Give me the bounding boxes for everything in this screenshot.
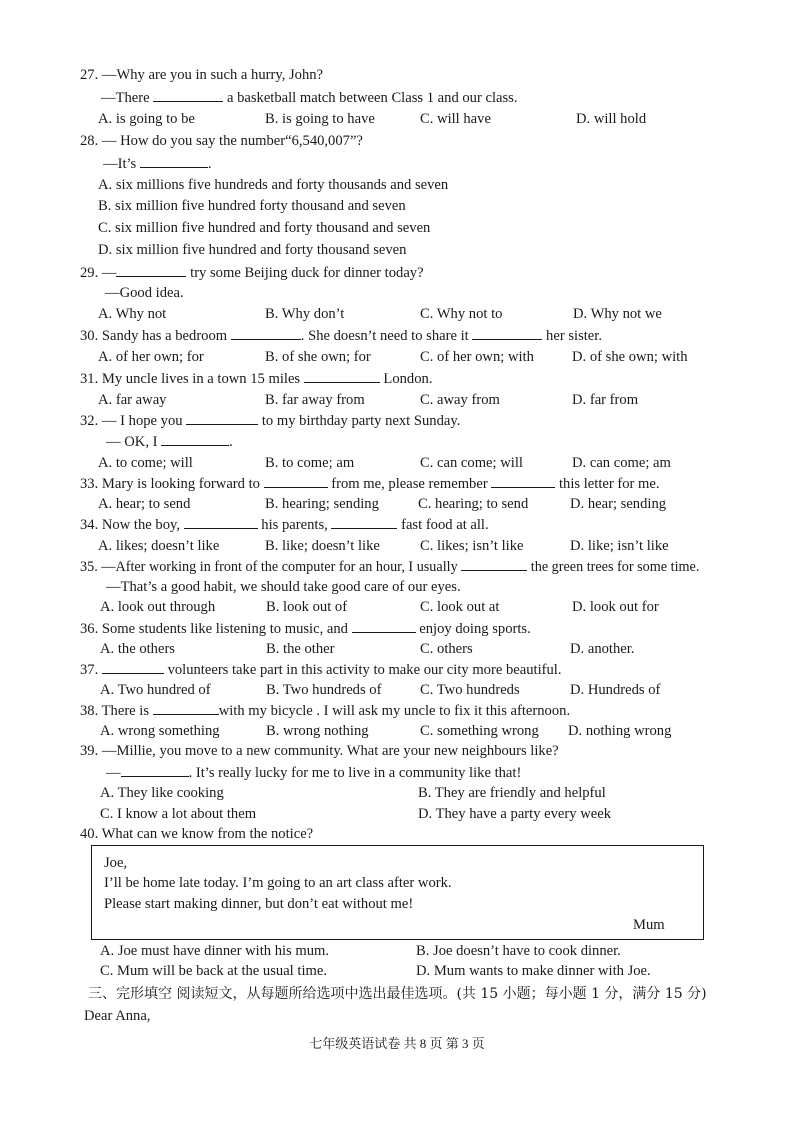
answer-blank [461, 557, 527, 571]
q38-option-b: B. wrong nothing [266, 723, 369, 739]
q33-option-a: A. hear; to send [98, 496, 191, 512]
q37-stem-end: volunteers take part in this activity to make our city more beautiful. [167, 662, 562, 678]
answer-blank [116, 263, 186, 277]
q31-stem [80, 369, 432, 388]
q28-option-a: A. six millions five hundreds and forty thousands and seven [98, 177, 449, 193]
q36-stem-end: enjoy doing sports. [419, 621, 531, 637]
q33-option-b: B. hearing; sending [265, 496, 379, 512]
q39-reply-start: — [106, 765, 121, 781]
q38-option-a: A. wrong something [100, 723, 220, 739]
q35-reply: —That’s a good habit, we should take good care of our eyes. [106, 579, 461, 595]
q32-stem-end: to my birthday party next Sunday. [261, 413, 461, 429]
q32-option-c: C. can come; will [420, 455, 523, 471]
q27-dialog-end: a basketball match between Class 1 and our class. [226, 90, 518, 106]
q31-option-c: C. away from [420, 392, 500, 408]
answer-blank [161, 432, 229, 446]
q35-option-a: A. look out through [100, 599, 216, 615]
q30-option-c: C. of her own; with [420, 349, 534, 365]
q34-stem-start: 34. Now the boy, [80, 517, 180, 533]
q36-stem [80, 619, 531, 638]
answer-blank [153, 88, 223, 102]
q35-stem-end: the green trees for some time. [530, 559, 700, 575]
q29-stem-end: try some Beijing duck for dinner today? [190, 265, 424, 281]
q31-option-b: B. far away from [265, 392, 365, 408]
q39-option-c: C. I know a lot about them [100, 806, 257, 822]
answer-blank [140, 154, 208, 168]
answer-blank [331, 515, 397, 529]
q29-option-c: C. Why not to [420, 306, 503, 322]
q34-stem [80, 515, 489, 534]
q30-option-a: A. of her own; for [98, 349, 204, 365]
q30-stem-end: her sister. [546, 328, 602, 344]
q36-option-d: D. another. [570, 641, 635, 657]
section-3-heading: 三、完形填空 阅读短文，从每题所给选项中选出最佳选项。(共 15 小题；每小题 1 分，满分 15 分) [88, 986, 707, 1002]
answer-blank [231, 326, 301, 340]
q37-option-a: A. Two hundred of [100, 682, 211, 698]
q32-stem [80, 411, 460, 430]
q39-reply [106, 763, 521, 782]
q34-stem-end: fast food at all. [401, 517, 489, 533]
q28-option-b: B. six million five hundred forty thousand and seven [98, 198, 406, 214]
q33-option-c: C. hearing; to send [418, 496, 529, 512]
notice-line-1: I’ll be home late today. I’m going to an art class after work. [104, 875, 452, 891]
q32-reply [106, 432, 233, 451]
q28-dialog-start: —It’s [103, 156, 137, 172]
q35-option-b: B. look out of [266, 599, 348, 615]
q38-option-c: C. something wrong [420, 723, 539, 739]
q38-stem-start: 38. There is [80, 703, 150, 719]
q37-option-b: B. Two hundreds of [266, 682, 382, 698]
q37-option-d: D. Hundreds of [570, 682, 661, 698]
q30-option-b: B. of she own; for [265, 349, 371, 365]
q33-stem-end: this letter for me. [559, 476, 660, 492]
q29-option-a: A. Why not [98, 306, 167, 322]
q30-stem [80, 326, 602, 345]
q27-option-c: C. will have [420, 111, 491, 127]
q33-stem-start: 33. Mary is looking forward to [80, 476, 260, 492]
q27-dialog-start: —There [101, 90, 150, 106]
q35-option-d: D. look out for [572, 599, 659, 615]
q28-dialog [103, 154, 212, 173]
q32-option-a: A. to come; will [98, 455, 193, 471]
q37-stem [80, 660, 561, 679]
q31-option-d: D. far from [572, 392, 639, 408]
q39-reply-end: . It’s really lucky for me to live in a community like that! [188, 765, 522, 781]
q33-option-d: D. hear; sending [570, 496, 667, 512]
q28-dialog-end: . [207, 156, 212, 172]
q29-option-b: B. Why don’t [265, 306, 345, 322]
q36-stem-start: 36. Some students like listening to music, and [80, 621, 348, 637]
answer-blank [304, 369, 380, 383]
q34-option-c: C. likes; isn’t like [420, 538, 524, 554]
q39-option-b: B. They are friendly and helpful [418, 785, 606, 801]
q40-option-a: A. Joe must have dinner with his mum. [100, 943, 330, 959]
answer-blank [186, 411, 258, 425]
notice-box [91, 845, 704, 940]
q29-option-d: D. Why not we [573, 306, 662, 322]
q39-option-d: D. They have a party every week [418, 806, 612, 822]
q39-stem: 39. —Millie, you move to a new community. What are your new neighbours like? [80, 743, 559, 759]
q33-stem-middle: from me, please remember [331, 476, 488, 492]
answer-blank [352, 619, 416, 633]
q32-reply-end: . [229, 434, 233, 450]
q38-option-d: D. nothing wrong [568, 723, 672, 739]
q40-stem: 40. What can we know from the notice? [80, 826, 314, 842]
q38-stem-end: with my bicycle . I will ask my uncle to fix it this afternoon. [218, 703, 571, 719]
answer-blank [491, 474, 555, 488]
q39-option-a: A. They like cooking [100, 785, 224, 801]
letter-salutation: Dear Anna, [84, 1008, 151, 1024]
q29-stem-start: 29. — [80, 265, 117, 281]
q28-option-d: D. six million five hundred and forty thousand seven [98, 242, 407, 258]
q28-stem: 28. — How do you say the number“6,540,007”? [80, 133, 363, 149]
answer-blank [121, 763, 189, 777]
q30-stem-start: 30. Sandy has a bedroom [80, 328, 228, 344]
q35-stem [80, 557, 699, 576]
q30-option-d: D. of she own; with [572, 349, 688, 365]
q27-option-b: B. is going to have [265, 111, 375, 127]
notice-greeting: Joe, [104, 855, 128, 871]
q36-option-a: A. the others [100, 641, 175, 657]
q31-stem-start: 31. My uncle lives in a town 15 miles [80, 371, 301, 387]
answer-blank [153, 701, 219, 715]
page-footer: 七年级英语试卷 共 8 页 第 3 页 [309, 1036, 485, 1051]
q32-stem-start: 32. — I hope you [80, 413, 183, 429]
q30-stem-middle: . She doesn’t need to share it [300, 328, 469, 344]
answer-blank [102, 660, 164, 674]
q33-stem [80, 474, 660, 493]
q32-option-d: D. can come; am [572, 455, 671, 471]
q40-option-c: C. Mum will be back at the usual time. [100, 963, 327, 979]
q38-stem [80, 701, 570, 720]
q35-option-c: C. look out at [420, 599, 500, 615]
q34-option-a: A. likes; doesn’t like [98, 538, 220, 554]
answer-blank [184, 515, 258, 529]
notice-signature: Mum [633, 917, 665, 933]
q31-option-a: A. far away [98, 392, 167, 408]
answer-blank [264, 474, 328, 488]
q29-stem [80, 263, 424, 282]
q32-reply-start: — OK, I [106, 434, 158, 450]
q29-reply: —Good idea. [105, 285, 184, 301]
q40-option-d: D. Mum wants to make dinner with Joe. [416, 963, 651, 979]
q27-option-a: A. is going to be [98, 111, 195, 127]
q31-stem-end: London. [383, 371, 433, 387]
q35-stem-start: 35. —After working in front of the computer for an hour, I usually [80, 559, 458, 575]
q37-option-c: C. Two hundreds [420, 682, 520, 698]
q36-option-b: B. the other [266, 641, 335, 657]
q36-option-c: C. others [420, 641, 473, 657]
q34-option-b: B. like; doesn’t like [265, 538, 380, 554]
q34-stem-middle: his parents, [261, 517, 328, 533]
q28-option-c: C. six million five hundred and forty thousand and seven [98, 220, 431, 236]
q32-option-b: B. to come; am [265, 455, 355, 471]
notice-line-2: Please start making dinner, but don’t eat without me! [104, 896, 414, 912]
answer-blank [472, 326, 542, 340]
q37-stem-start: 37. [80, 662, 99, 678]
q27-dialog [101, 88, 518, 107]
q27-option-d: D. will hold [576, 111, 647, 127]
q27-stem: 27. —Why are you in such a hurry, John? [80, 67, 324, 83]
q40-option-b: B. Joe doesn’t have to cook dinner. [416, 943, 621, 959]
q34-option-d: D. like; isn’t like [570, 538, 669, 554]
